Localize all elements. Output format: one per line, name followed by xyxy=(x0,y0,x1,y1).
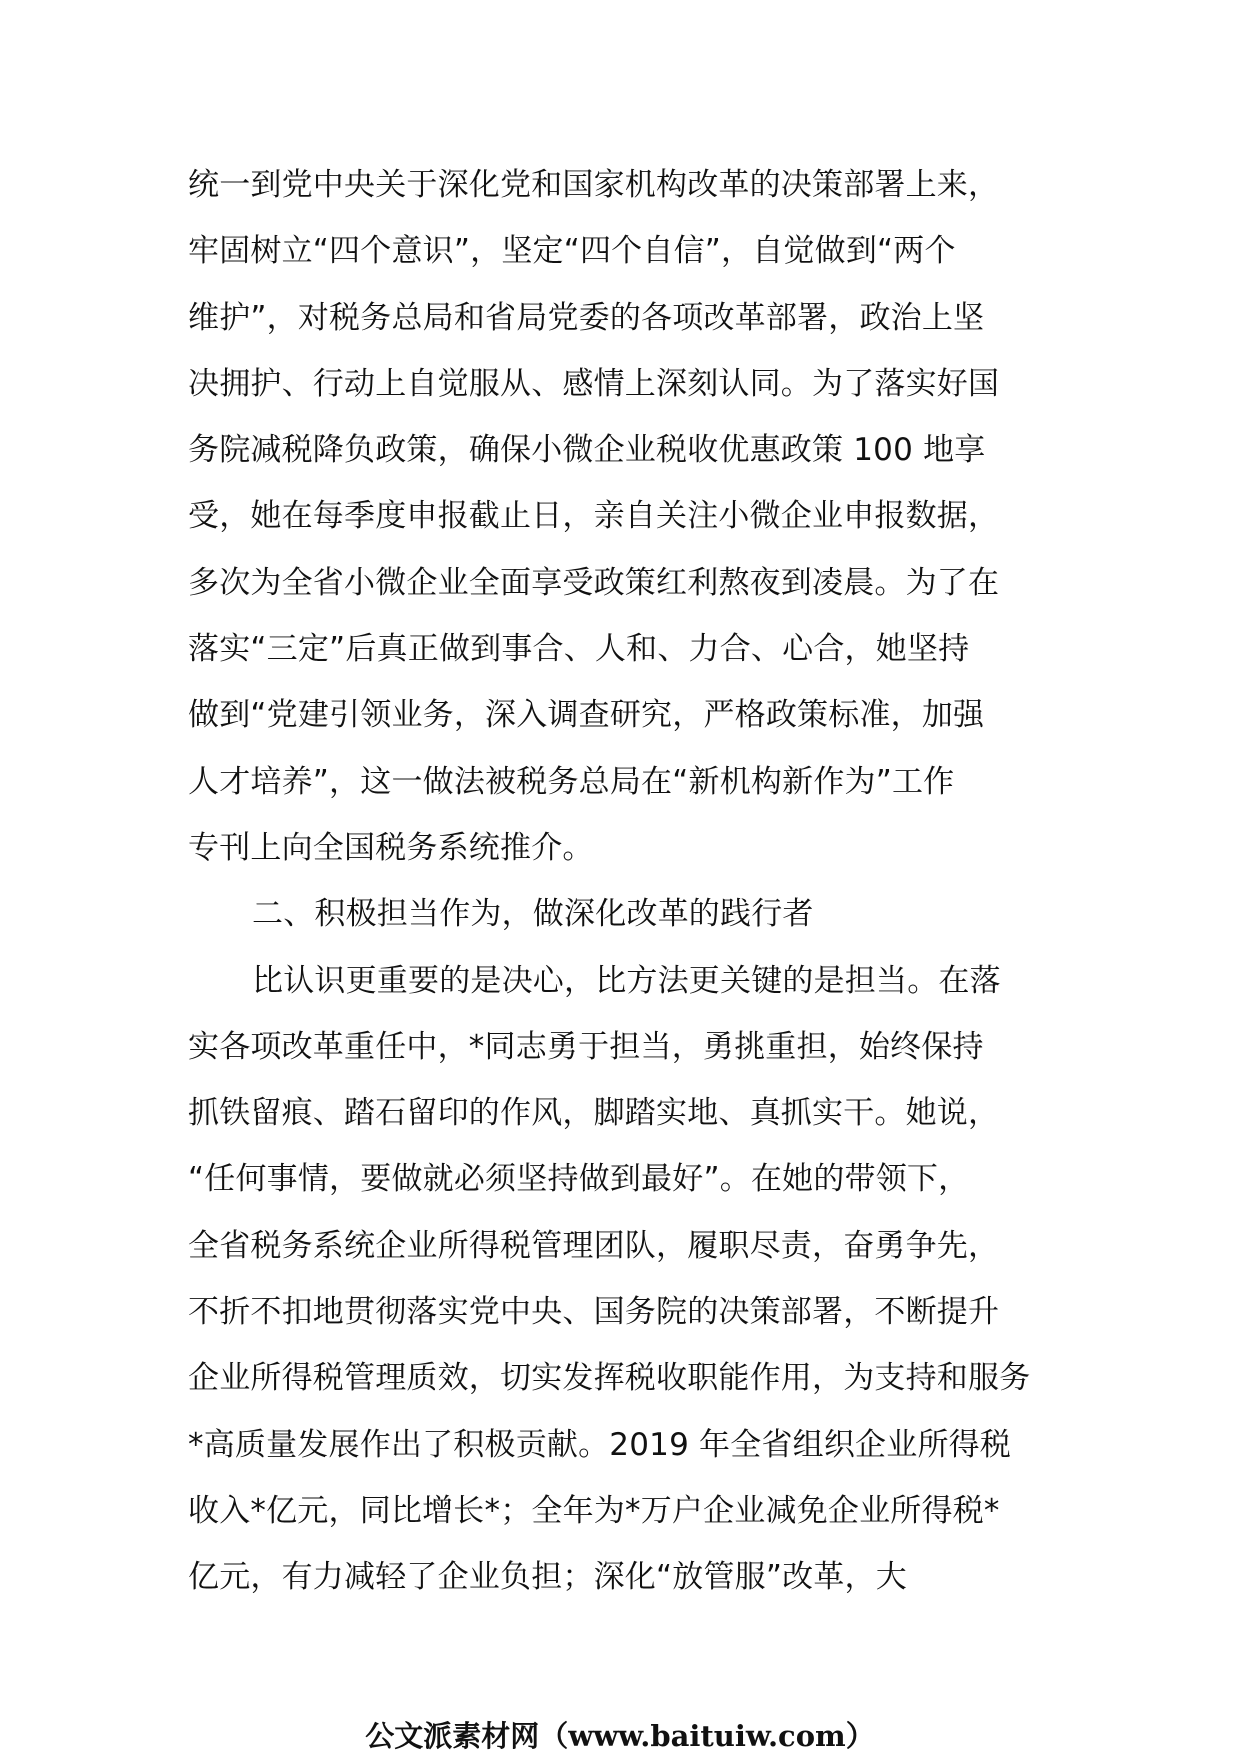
footer-watermark: 公文派素材网（www.baituiw.com） xyxy=(365,1719,875,1753)
paragraph-first-line: 比认识更重要的是决心，比方法更关键的是担当。在落 xyxy=(252,962,1001,999)
text-line: 不折不扣地贯彻落实党中央、国务院的决策部署，不断提升 xyxy=(188,1294,1000,1331)
text-line: 统一到党中央关于深化党和国家机构改革的决策部署上来， xyxy=(188,167,1000,203)
text-line: 受，她在每季度申报截止日，亲自关注小微企业申报数据， xyxy=(188,498,1000,535)
text-line: 牢固树立“四个意识”，坚定“四个自信”，自觉做到“两个 xyxy=(188,233,956,270)
text-line: 决拥护、行动上自觉服从、感情上深刻认同。为了落实好国 xyxy=(188,365,1000,402)
text-line: 人才培养”，这一做法被税务总局在“新机构新作为”工作 xyxy=(188,763,955,800)
text-line: 务院减税降负政策，确保小微企业税收优惠政策 100 地享 xyxy=(188,432,986,469)
text-line: 亿元，有力减轻了企业负担；深化“放管服”改革，大 xyxy=(188,1559,907,1596)
text-line: 专刊上向全国税务系统推介。 xyxy=(188,829,594,866)
text-line: 实各项改革重任中，*同志勇于担当，勇挑重担，始终保持 xyxy=(188,1028,984,1065)
text-line: “任何事情，要做就必须坚持做到最好”。在她的带领下， xyxy=(188,1161,970,1198)
body-text xyxy=(188,152,1088,1611)
text-line: 落实“三定”后真正做到事合、人和、力合、心合，她坚持 xyxy=(188,631,970,668)
text-line: 企业所得税管理质效，切实发挥税收职能作用，为支持和服务 xyxy=(188,1360,1031,1397)
text-line: 收入*亿元，同比增长*；全年为*万户企业减免企业所得税* xyxy=(188,1492,1000,1529)
text-line: 做到“党建引领业务，深入调查研究，严格政策标准，加强 xyxy=(188,697,985,734)
text-line: 抓铁留痕、踏石留印的作风，脚踏实地、真抓实干。她说， xyxy=(188,1095,1000,1132)
text-line: *高质量发展作出了积极贡献。2019 年全省组织企业所得税 xyxy=(188,1426,1012,1463)
text-line: 多次为全省小微企业全面享受政策红利熬夜到凌晨。为了在 xyxy=(188,564,1000,601)
section-heading: 二、积极担当作为，做深化改革的践行者 xyxy=(252,896,814,933)
text-line: 全省税务系统企业所得税管理团队，履职尽责，奋勇争先， xyxy=(188,1227,1000,1264)
text-line: 维护”，对税务总局和省局党委的各项改革部署，政治上坚 xyxy=(188,299,985,336)
